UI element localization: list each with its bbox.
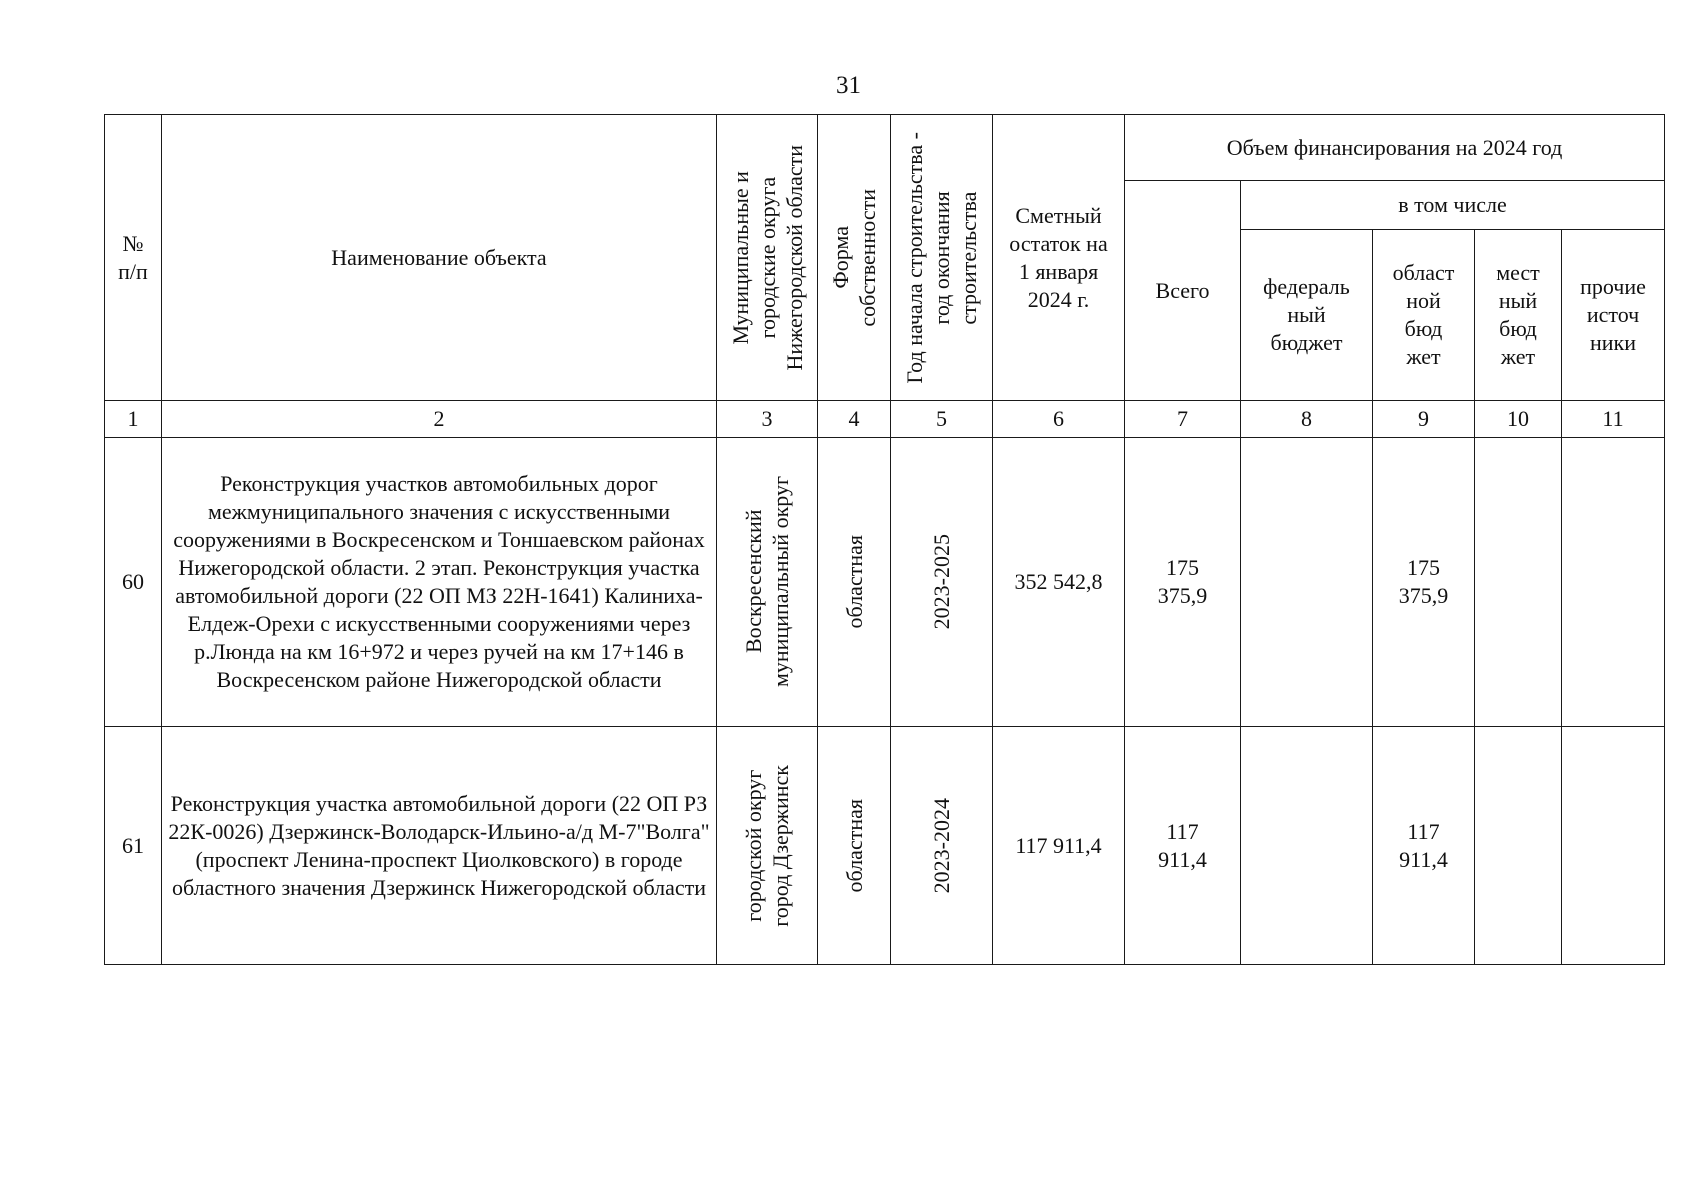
header-including: в том числе	[1241, 181, 1665, 230]
row-regional: 117 911,4	[1373, 727, 1475, 965]
header-other: прочие источ ники	[1562, 230, 1665, 401]
row-regional: 175 375,9	[1373, 438, 1475, 727]
row-local	[1475, 438, 1562, 727]
header-years: Год начала строительства - год окончания строительства	[891, 115, 993, 401]
row-local	[1475, 727, 1562, 965]
column-number: 8	[1241, 401, 1373, 438]
row-other	[1562, 727, 1665, 965]
table-row	[105, 727, 1665, 965]
row-name: Реконструкция участка автомобильной дороги (22 ОП РЗ 22К-0026) Дзержинск-Володарск-Ильино-а/д М-7"Волга" (проспект Ленина-проспект Циолковского) в городе областного значения Дзержинск Нижегородской области	[162, 727, 717, 965]
row-balance: 352 542,8	[993, 438, 1125, 727]
table-row	[105, 438, 1665, 727]
column-number: 1	[105, 401, 162, 438]
header-balance: Сметный остаток на 1 января 2024 г.	[993, 115, 1125, 401]
row-name: Реконструкция участков автомобильных дорог межмуниципального значения с искусственными сооружениями в Воскресенском и Тоншаевском районах Нижегородской области. 2 этап. Реконструкция участка автомобильной дороги (22 ОП МЗ 22Н-1641) Калиниха-Елдеж-Орехи с искусственными сооружениями через р.Люнда на км 16+972 и через ручей на км 17+146 в Воскресенском районе Нижегородской области	[162, 438, 717, 727]
header-no: № п/п	[105, 115, 162, 401]
header-ownership: Форма собственности	[818, 115, 891, 401]
row-years: 2023-2024	[891, 727, 993, 965]
column-number: 6	[993, 401, 1125, 438]
row-no: 60	[105, 438, 162, 727]
column-number: 9	[1373, 401, 1475, 438]
row-federal	[1241, 727, 1373, 965]
row-ownership: областная	[818, 727, 891, 965]
page-number: 31	[836, 72, 861, 99]
row-other	[1562, 438, 1665, 727]
column-number: 10	[1475, 401, 1562, 438]
financing-table	[104, 114, 1665, 965]
header-row-1	[105, 115, 1665, 181]
header-name: Наименование объекта	[162, 115, 717, 401]
column-numbers-row	[105, 401, 1665, 438]
row-balance: 117 911,4	[993, 727, 1125, 965]
column-number: 11	[1562, 401, 1665, 438]
row-years: 2023-2025	[891, 438, 993, 727]
header-municipal: Муниципальные и городские округа Нижегородской области	[717, 115, 818, 401]
row-total: 175 375,9	[1125, 438, 1241, 727]
header-funding-group: Объем финансирования на 2024 год	[1125, 115, 1665, 181]
column-number: 3	[717, 401, 818, 438]
header-local: мест ный бюд жет	[1475, 230, 1562, 401]
column-number: 2	[162, 401, 717, 438]
row-municipal: Воскресенский муниципальный округ	[717, 438, 818, 727]
column-number: 5	[891, 401, 993, 438]
header-federal: федераль ный бюджет	[1241, 230, 1373, 401]
header-total: Всего	[1125, 181, 1241, 401]
row-ownership: областная	[818, 438, 891, 727]
row-federal	[1241, 438, 1373, 727]
row-municipal: городской округ город Дзержинск	[717, 727, 818, 965]
column-number: 7	[1125, 401, 1241, 438]
header-regional: област ной бюд жет	[1373, 230, 1475, 401]
row-no: 61	[105, 727, 162, 965]
column-number: 4	[818, 401, 891, 438]
row-total: 117 911,4	[1125, 727, 1241, 965]
